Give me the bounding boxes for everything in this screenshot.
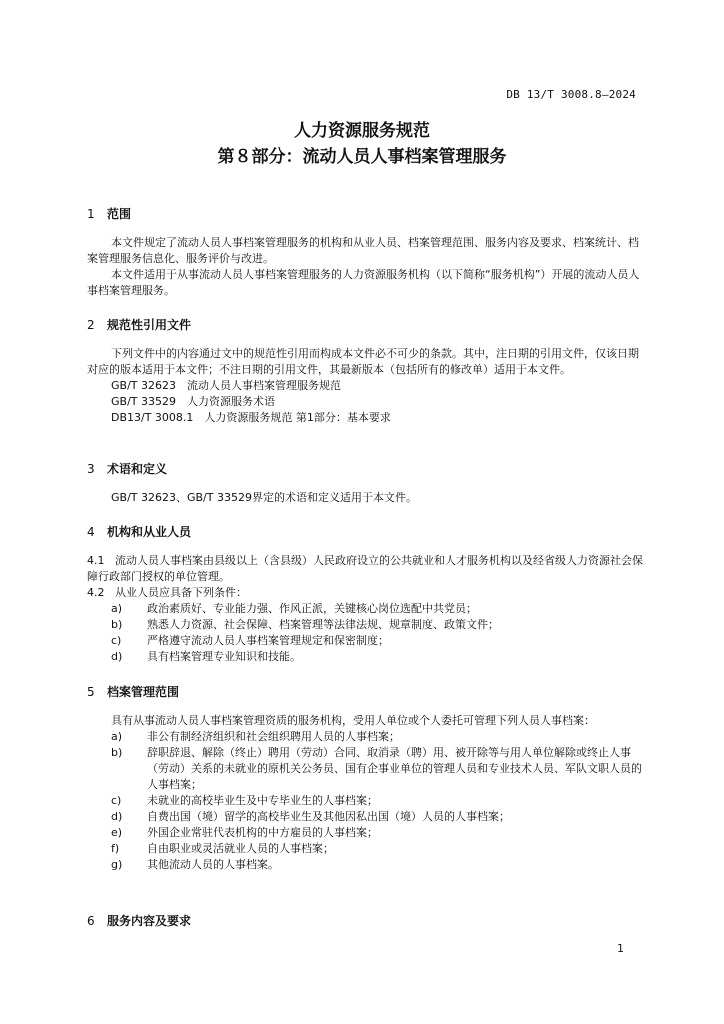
list-marker: b): [111, 746, 123, 759]
list-item: [87, 745, 647, 793]
section-4: [87, 523, 647, 665]
page-number: 1: [617, 942, 624, 955]
list-item: [87, 809, 647, 825]
list-text: 严格遵守流动人员人事档案管理规定和保密制度；: [147, 634, 389, 647]
list-item: [87, 793, 647, 809]
list-text: 其他流动人员的人事档案。: [147, 858, 279, 871]
list-item: [87, 841, 647, 857]
clause-number: 4.2: [87, 586, 105, 599]
archive-scope-list: [87, 729, 647, 873]
section-1: [87, 205, 647, 299]
list-text: 非公有制经济组织和社会组织聘用人员的人事档案；: [147, 730, 400, 743]
list-item: [87, 601, 647, 617]
clause-4-2: [87, 585, 647, 601]
list-text: 未就业的高校毕业生及中专毕业生的人事档案；: [147, 794, 378, 807]
section-5-heading: [87, 683, 647, 701]
section-3-heading: [87, 460, 647, 478]
list-text: 熟悉人力资源、社会保障、档案管理等法律法规、规章制度、政策文件；: [147, 618, 499, 631]
paragraph: 具有从事流动人员人事档案管理资质的服务机构，受用人单位或个人委托可管理下列人员人事档案：: [111, 714, 595, 727]
list-text: 自费出国（境）留学的高校毕业生及其他因私出国（境）人员的人事档案；: [147, 810, 510, 823]
list-item: [87, 729, 647, 745]
section-6: [87, 912, 647, 930]
list-text: 政治素质好、专业能力强、作风正派，关键核心岗位选配中共党员；: [147, 602, 477, 615]
clause-number: 4.1: [87, 554, 105, 567]
list-marker: c): [111, 634, 122, 647]
list-marker: b): [111, 618, 123, 631]
section-2: [87, 316, 647, 426]
section-title: 机构和从业人员: [107, 525, 192, 539]
section-number: 5: [87, 685, 95, 699]
section-number: 3: [87, 462, 95, 476]
reference-item: GB/T 32623 流动人员人事档案管理服务规范: [111, 379, 341, 392]
list-marker: d): [111, 650, 123, 663]
paragraph: 本文件规定了流动人员人事档案管理服务的机构和从业人员、档案管理范围、服务内容及要求、档案统计、档案管理服务信息化、服务评价与改进。: [87, 236, 639, 265]
section-6-heading: [87, 912, 647, 930]
list-text: 外国企业常驻代表机构的中方雇员的人事档案；: [147, 826, 378, 839]
list-item: [87, 649, 647, 665]
list-text: 辞职辞退、解除（终止）聘用（劳动）合同、取消录（聘）用、被开除等与用人单位解除或终止人事（劳动）关系的未就业的原机关公务员、国有企事业单位的管理人员和专业技术人员、军队文职人员的人事档案；: [147, 746, 642, 791]
list-text: 自由职业或灵活就业人员的人事档案；: [147, 842, 334, 855]
paragraph: 本文件适用于从事流动人员人事档案管理服务的人力资源服务机构（以下简称“服务机构”）开展的流动人员人事档案管理服务。: [87, 268, 640, 297]
section-title: 服务内容及要求: [107, 914, 192, 928]
list-item: [87, 617, 647, 633]
list-marker: d): [111, 810, 123, 823]
list-marker: g): [111, 858, 123, 871]
list-marker: e): [111, 826, 123, 839]
section-1-heading: [87, 205, 647, 223]
section-3: [87, 460, 647, 506]
section-2-heading: [87, 316, 647, 334]
list-item: [87, 857, 647, 873]
section-title: 范围: [107, 207, 132, 221]
paragraph: GB/T 32623、GB/T 33529界定的术语和定义适用于本文件。: [111, 491, 417, 504]
section-title: 档案管理范围: [107, 685, 180, 699]
reference-item: GB/T 33529 人力资源服务术语: [111, 395, 275, 408]
clause-4-1: [87, 553, 647, 585]
section-5: [87, 683, 647, 873]
section-number: 4: [87, 525, 95, 539]
section-title: 术语和定义: [107, 462, 168, 476]
section-number: 1: [87, 207, 95, 221]
section-number: 2: [87, 318, 95, 332]
list-text: 具有档案管理专业知识和技能。: [147, 650, 301, 663]
list-item: [87, 825, 647, 841]
list-marker: f): [111, 842, 120, 855]
section-number: 6: [87, 914, 95, 928]
document-code: DB 13/T 3008.8—2024: [506, 88, 636, 101]
section-title: 规范性引用文件: [107, 318, 192, 332]
document-title: 人力资源服务规范: [294, 121, 430, 141]
reference-item: DB13/T 3008.1 人力资源服务规范 第1部分：基本要求: [111, 411, 391, 424]
clause-text: 从业人员应具备下列条件：: [115, 586, 247, 599]
document-subtitle: 第８部分：流动人员人事档案管理服务: [217, 147, 507, 167]
paragraph: 下列文件中的内容通过文中的规范性引用而构成本文件必不可少的条款。其中，注日期的引用文件，仅该日期对应的版本适用于本文件；不注日期的引用文件，其最新版本（包括所有的修改单）适用于本文件。: [87, 347, 639, 376]
list-item: [87, 633, 647, 649]
list-marker: a): [111, 730, 123, 743]
section-4-heading: [87, 523, 647, 541]
clause-text: 流动人员人事档案由县级以上（含县级）人民政府设立的公共就业和人才服务机构以及经省级人力资源社会保障行政部门授权的单位管理。: [87, 554, 643, 583]
list-marker: a): [111, 602, 123, 615]
list-marker: c): [111, 794, 122, 807]
requirement-list: [87, 601, 647, 665]
